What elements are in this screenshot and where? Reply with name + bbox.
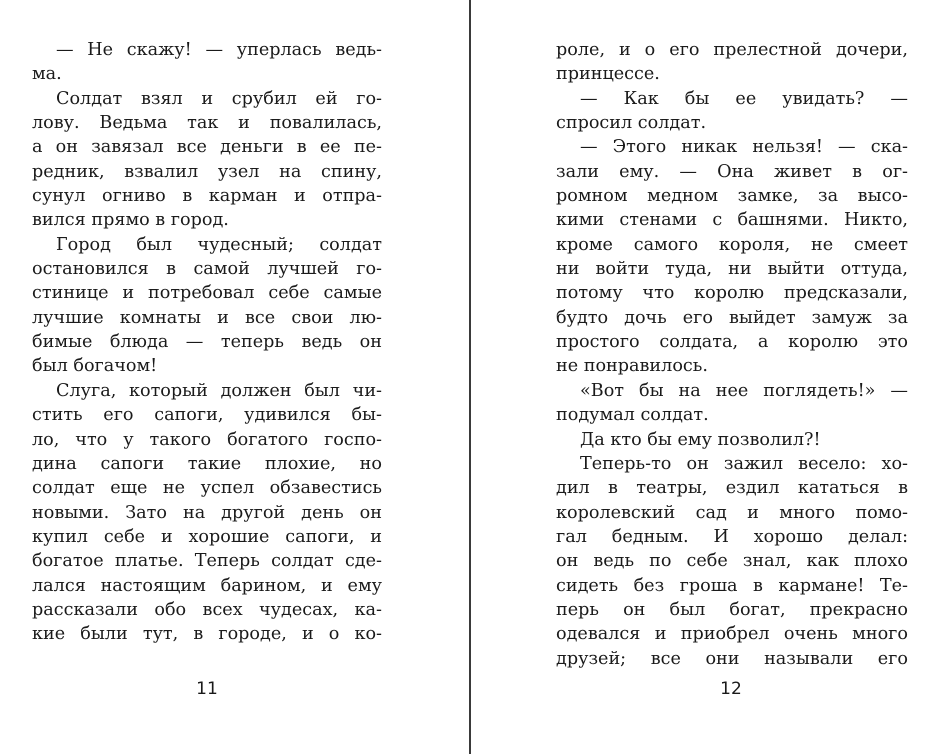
- text-line: он ведь по себе знал, как плохо: [556, 551, 908, 572]
- text-line: зали ему. — Она живет в ог-: [556, 161, 908, 182]
- text-line: простого солдата, а королю это: [556, 332, 908, 353]
- text-line: сидеть без гроша в кармане! Те-: [556, 575, 908, 596]
- text-line: подумал солдат.: [556, 405, 709, 426]
- left-page-text: [32, 38, 382, 647]
- text-line: Слуга, который должен был чи-: [56, 380, 382, 401]
- text-line: дил в театры, ездил кататься в: [556, 478, 908, 499]
- text-line: кроме самого короля, не смеет: [556, 234, 908, 255]
- text-line: ни войти туда, ни выйти оттуда,: [556, 259, 908, 280]
- text-line: вился прямо в город.: [32, 210, 229, 231]
- text-line: кими стенами с башнями. Никто,: [556, 210, 908, 231]
- text-line: стить его сапоги, удивился бы-: [32, 405, 382, 426]
- text-line: бимые блюда — теперь ведь он: [32, 332, 382, 353]
- text-line: королевский сад и много помо-: [556, 502, 908, 523]
- text-line: спросил солдат.: [556, 113, 707, 134]
- text-line: Теперь-то он зажил весело: хо-: [580, 453, 908, 474]
- right-page-text: [556, 38, 908, 671]
- text-line: — Как бы ее увидать? —: [580, 88, 908, 109]
- text-line: лался настоящим барином, и ему: [32, 575, 382, 596]
- text-line: дина сапоги такие плохие, но: [32, 453, 382, 474]
- text-line: потому что королю предсказали,: [556, 283, 908, 304]
- text-line: Город был чудесный; солдат: [56, 234, 382, 255]
- text-line: богатое платье. Теперь солдат сде-: [32, 551, 382, 572]
- text-line: — Этого никак нельзя! — ска-: [580, 137, 908, 158]
- left-page-number: 11: [196, 679, 218, 699]
- text-line: а он завязал все деньги в ее пе-: [32, 137, 382, 158]
- text-line: друзей; все они называли его: [556, 648, 908, 669]
- text-line: «Вот бы на нее поглядеть!» —: [580, 380, 908, 401]
- text-line: солдат еще не успел обзавестись: [32, 478, 382, 499]
- text-line: редник, взвалил узел на спину,: [32, 161, 382, 182]
- text-line: принцессе.: [556, 64, 660, 85]
- text-line: кие были тут, в городе, и о ко-: [32, 624, 382, 645]
- text-line: — Не скажу! — уперлась ведь-: [56, 40, 382, 60]
- text-line: гал бедным. И хорошо делал:: [556, 526, 908, 547]
- text-line: новыми. Зато на другой день он: [32, 502, 382, 523]
- text-line: лучшие комнаты и все свои лю-: [32, 307, 382, 328]
- text-line: ромном медном замке, за высо-: [556, 186, 908, 207]
- text-line: лову. Ведьма так и повалилась,: [32, 113, 382, 134]
- text-line: будто дочь его выйдет замуж за: [556, 307, 908, 328]
- text-line: одевался и приобрел очень много: [556, 624, 908, 645]
- right-page: [471, 0, 933, 754]
- text-line: стинице и потребовал себе самые: [32, 283, 382, 304]
- text-line: Да кто бы ему позволил?!: [580, 429, 821, 450]
- text-line: рассказали обо всех чудесах, ка-: [32, 599, 382, 620]
- text-line: ма.: [32, 64, 62, 85]
- text-line: был богачом!: [32, 356, 158, 377]
- text-line: перь он был богат, прекрасно: [556, 599, 908, 620]
- text-line: сунул огниво в карман и отпра-: [32, 186, 382, 207]
- text-line: купил себе и хорошие сапоги, и: [32, 526, 382, 547]
- text-line: Солдат взял и срубил ей го-: [56, 88, 382, 109]
- text-line: не понравилось.: [556, 356, 708, 377]
- text-line: остановился в самой лучшей го-: [32, 259, 382, 280]
- text-line: ло, что у такого богатого госпо-: [32, 429, 382, 450]
- text-line: роле, и о его прелестной дочери,: [556, 40, 908, 60]
- right-page-number: 12: [720, 679, 742, 699]
